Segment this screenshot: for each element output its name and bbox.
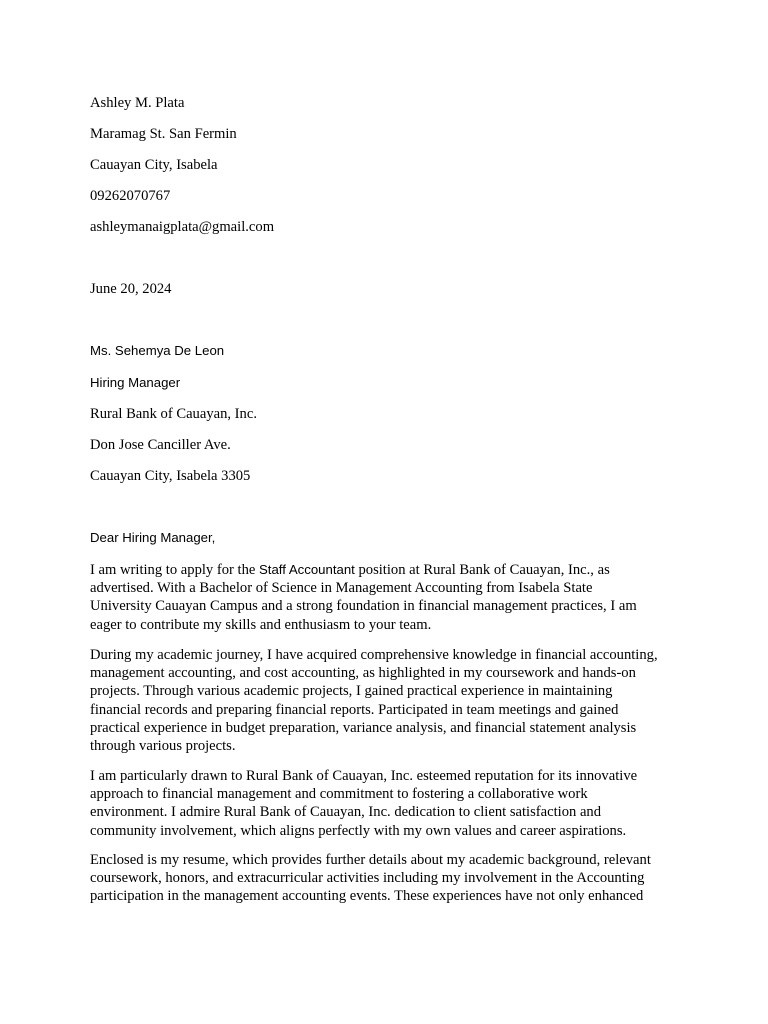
recipient-title: Hiring Manager xyxy=(90,375,181,390)
paragraph-line: participation in the management accounting events. These experiences have not only enhanced xyxy=(90,888,644,905)
paragraph-line: Enclosed is my resume, which provides further details about my academic background, relevant xyxy=(90,852,651,868)
sender-street: Maramag St. San Fermin xyxy=(90,126,237,142)
paragraph-line: advertised. With a Bachelor of Science in Management Accounting from Isabela State xyxy=(90,580,593,597)
paragraph-company-interest xyxy=(90,767,682,840)
paragraph-line: During my academic journey, I have acquired comprehensive knowledge in financial accounting, xyxy=(90,647,658,663)
sender-city: Cauayan City, Isabela xyxy=(90,157,218,173)
paragraph-line: University Cauayan Campus and a strong foundation in financial management practices, I am xyxy=(90,598,637,615)
paragraph-line: environment. I admire Rural Bank of Cauayan, Inc. dedication to client satisfaction and xyxy=(90,804,602,821)
recipient-name: Ms. Sehemya De Leon xyxy=(90,343,225,358)
paragraph-line: practical experience in budget preparation, variance analysis, and financial statement analysis xyxy=(90,719,637,736)
paragraph-line: projects. Through various academic projects, I gained practical experience in maintaining xyxy=(90,683,613,700)
paragraph-line: financial records and preparing financial reports. Participated in team meetings and gained xyxy=(90,701,619,718)
recipient-company: Rural Bank of Cauayan, Inc. xyxy=(90,406,257,422)
paragraph-text: I am writing to apply for the xyxy=(90,562,260,578)
paragraph-line: through various projects. xyxy=(90,738,236,755)
paragraph-line: I am particularly drawn to Rural Bank of Cauayan, Inc. esteemed reputation for its innovative xyxy=(90,768,638,784)
position-title: Staff Accountant xyxy=(259,562,355,577)
paragraph-line xyxy=(90,561,682,579)
recipient-city: Cauayan City, Isabela 3305 xyxy=(90,468,251,484)
sender-phone: 09262070767 xyxy=(90,188,171,204)
salutation: Dear Hiring Manager, xyxy=(90,530,216,545)
paragraph-line: approach to financial management and commitment to fostering a collaborative work xyxy=(90,786,588,803)
recipient-street: Don Jose Canciller Ave. xyxy=(90,437,231,453)
letter-date: June 20, 2024 xyxy=(90,281,172,297)
sender-name: Ashley M. Plata xyxy=(90,95,185,111)
paragraph-resume xyxy=(90,851,682,906)
paragraph-line: eager to contribute my skills and enthusiasm to your team. xyxy=(90,616,432,633)
sender-email: ashleymanaigplata@gmail.com xyxy=(90,219,275,235)
paragraph-experience xyxy=(90,646,682,755)
paragraph-intro xyxy=(90,561,682,634)
paragraph-line: community involvement, which aligns perfectly with my own values and career aspirations. xyxy=(90,822,627,839)
paragraph-line: management accounting, and cost accounting, as highlighted in my coursework and hands-on xyxy=(90,665,636,682)
paragraph-text: position at Rural Bank of Cauayan, Inc., as xyxy=(354,562,610,578)
paragraph-line: coursework, honors, and extracurricular activities including my involvement in the Accounting xyxy=(90,870,645,887)
